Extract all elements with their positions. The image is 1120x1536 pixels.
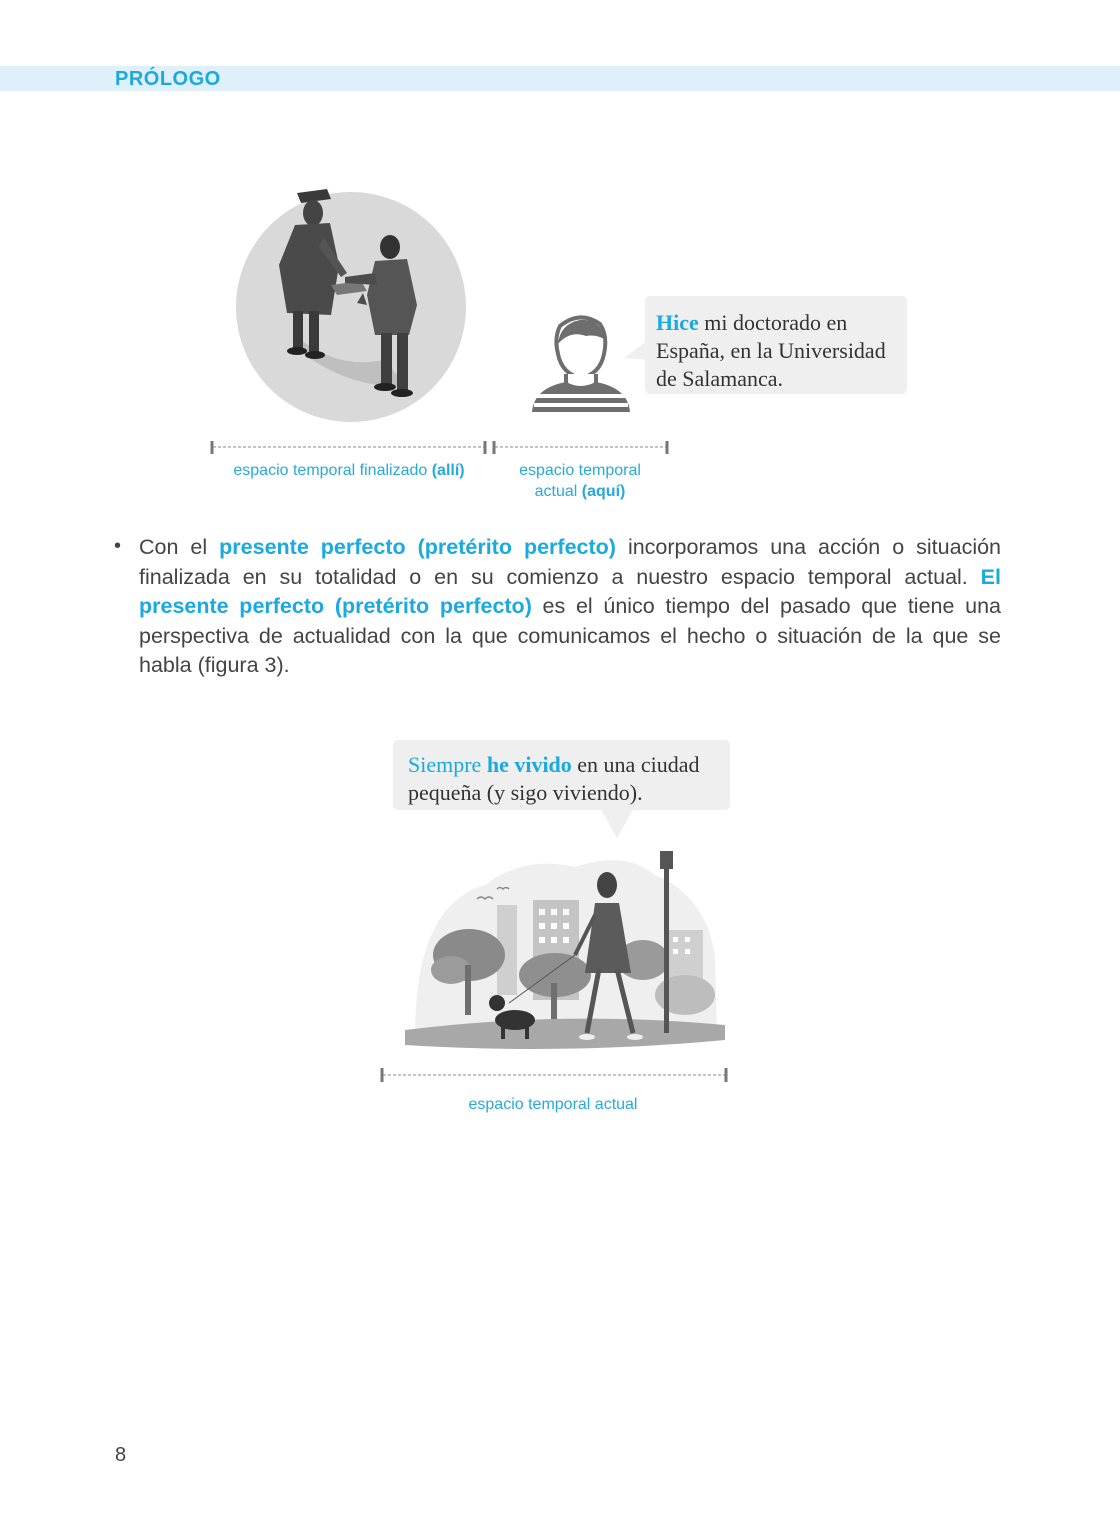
body-paragraph: Con el presente perfecto (pretérito perfecto) incorporamos una acción o situación finalizada en su totalidad o en su comienzo a nuestro espacio temporal actual. El presente perfecto (pretérito perfecto) es el único tiempo del pasado que tiene una perspectiva de actualidad con la que comunicamos el hecho o situación de la que se habla (figura 3). <box>139 535 1002 677</box>
bubble-text-doctorado: Hice mi doctorado en España, en la Universidad de Salamanca. <box>656 310 886 391</box>
speech-bubble-tail <box>600 808 634 838</box>
speech-bubble-tail <box>624 340 648 364</box>
section-title: PRÓLOGO <box>115 68 221 90</box>
city-walk-illustration <box>405 845 725 1050</box>
person-icon <box>530 310 632 415</box>
timeline-figure3 <box>376 1066 732 1086</box>
graduation-illustration <box>235 185 470 425</box>
bullet-marker: • <box>114 535 122 557</box>
highlight-hice: Hice <box>656 310 699 335</box>
caption-actual-aqui: espacio temporal actual (aquí) <box>519 462 641 500</box>
bubble-text-ciudad: Siempre he vivido en una ciudad pequeña (y sigo viviendo). <box>408 752 700 805</box>
highlight-he-vivido: he vivido <box>486 752 572 777</box>
highlight-el-presente-perfecto: El presente perfecto (pretérito perfecto) <box>139 564 1001 618</box>
highlight-presente-perfecto: presente perfecto (pretérito perfecto) <box>219 535 616 559</box>
timeline-figure2 <box>205 436 675 458</box>
page-number: 8 <box>115 1444 127 1466</box>
caption-espacio-actual: espacio temporal actual <box>468 1096 638 1113</box>
caption-finalizado: espacio temporal finalizado (allí) <box>233 462 465 479</box>
